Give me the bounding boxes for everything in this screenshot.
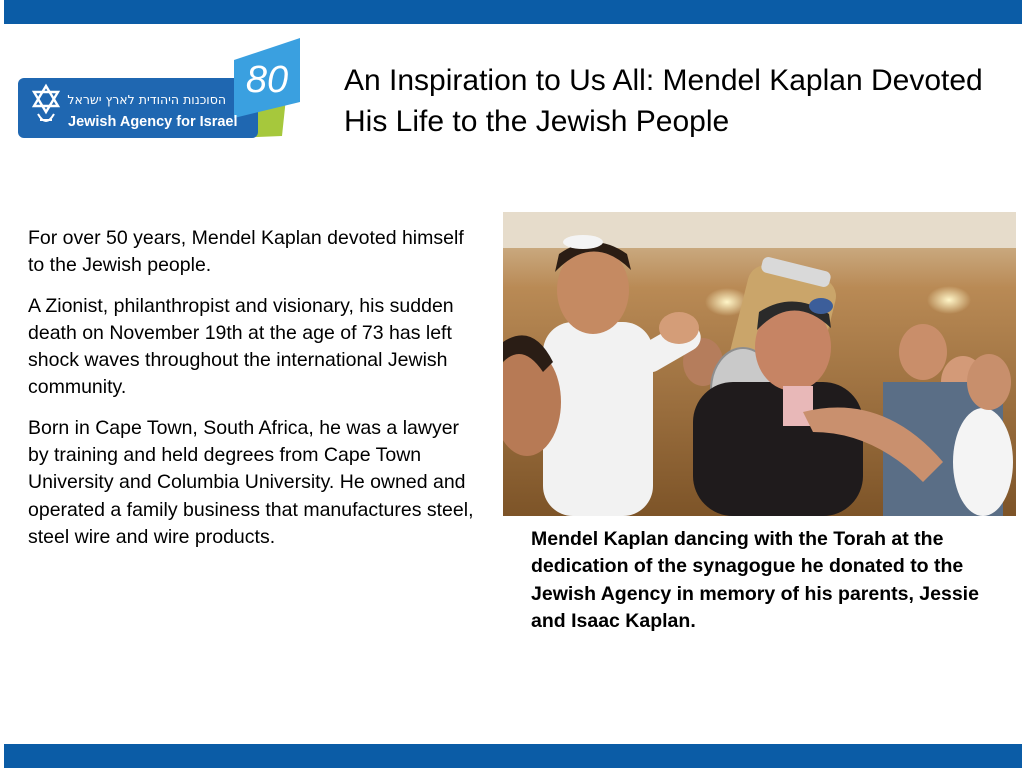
logo-english-text: Jewish Agency for Israel	[68, 114, 238, 130]
photo-caption: Mendel Kaplan dancing with the Torah at the dedication of the synagogue he donated to the Jewish Agency in memory of his parents, Jessie and Isaac Kaplan.	[531, 528, 979, 632]
jewish-agency-logo	[18, 38, 304, 140]
logo-anniversary-number: 80	[245, 59, 289, 101]
top-bar	[4, 0, 1022, 24]
page-title: An Inspiration to Us All: Mendel Kaplan Devoted His Life to the Jewish People	[344, 64, 983, 138]
photo-torah-dance	[503, 212, 1016, 516]
bottom-bar	[4, 744, 1022, 768]
paragraph-intro: For over 50 years, Mendel Kaplan devoted himself to the Jewish people.	[28, 227, 464, 277]
paragraph-biography: Born in Cape Town, South Africa, he was a lawyer by training and held degrees from Cape Town University and Columbia University. He owned and operated a family business that manufactures steel, steel wire and wire products.	[28, 416, 474, 548]
logo-hebrew-text: הסוכנות היהודית לארץ ישראל	[67, 92, 226, 107]
wall-lamp-right	[927, 286, 971, 314]
body-text	[28, 225, 480, 564]
paragraph-zionist: A Zionist, philanthropist and visionary, his sudden death on November 19th at the age of 73 has left shock waves throughout the international Jewish community.	[28, 294, 454, 399]
